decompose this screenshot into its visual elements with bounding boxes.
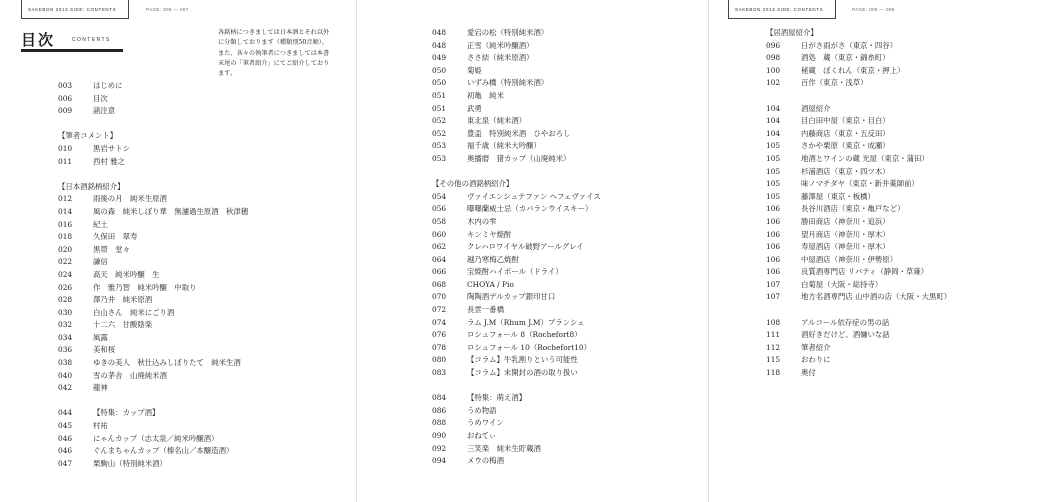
- entry-title: ぐんまちゃんカップ（榛名山／本醸造酒）: [93, 446, 234, 456]
- page-number: 106: [766, 216, 781, 226]
- toc-entry: [432, 279, 513, 292]
- page-number: 112: [766, 342, 781, 352]
- entry-title: CHOYA / Pio: [467, 279, 514, 289]
- page-number: 104: [766, 128, 781, 138]
- toc-entry: [766, 178, 919, 191]
- entry-title: 愛宕の松（特別純米酒）: [467, 28, 549, 37]
- page-number: 105: [766, 191, 781, 201]
- page-number: 107: [766, 279, 781, 289]
- toc-entry: [766, 52, 890, 65]
- toc-entry: [766, 291, 952, 304]
- toc-entry: [432, 317, 585, 330]
- spacer: [766, 304, 818, 317]
- page-number: 064: [432, 254, 447, 264]
- toc-column-2: [432, 27, 601, 468]
- entry-title: ささ結（純米原酒）: [467, 53, 534, 63]
- page-number: 066: [432, 267, 447, 277]
- toc-entry: [766, 191, 875, 204]
- entry-title: 黒岩サトシ: [93, 143, 130, 153]
- page-number: 053: [432, 153, 447, 163]
- page-number: 100: [766, 65, 781, 75]
- page-number: 096: [766, 40, 781, 50]
- toc-entry: [432, 128, 571, 141]
- entry-title: おねてぃ: [467, 431, 497, 440]
- entry-title: ゆきの美人 秋仕込みしぼりたて 純米生酒: [93, 358, 241, 368]
- page-number: 090: [432, 431, 447, 440]
- toc-entry: [432, 392, 527, 405]
- entry-title: 勝田商店（神奈川・追浜）: [801, 216, 890, 226]
- intro-note: 各銘柄につきましては日本酒とそれ以外に分類しております（種類別50音順）。また、各々の執筆者につきましては本書末尾の「筆者紹介」にてご紹介しております。: [218, 29, 330, 78]
- entry-title: メウの梅酒: [467, 456, 504, 466]
- toc-entry: [432, 103, 513, 116]
- entry-title: 澤乃井 純米原酒: [93, 295, 153, 305]
- entry-title: 正雪（純米吟醸酒）: [467, 40, 534, 50]
- entry-title: 日がさ雨がさ（東京・四谷）: [801, 40, 898, 50]
- page-number: 028: [58, 295, 73, 305]
- entry-title: 諸注意: [93, 106, 116, 116]
- entry-title: 酒処 蔵（東京・錦糸町）: [801, 53, 890, 63]
- entry-title: 白山さん 純米にごり酒: [93, 307, 175, 317]
- entry-title: にゃんカップ（志太泉／純米吟醸酒）: [93, 433, 219, 443]
- entry-title: 福千歳（純米大吟醸）: [467, 141, 541, 151]
- entry-title: 酒屋紹介: [801, 103, 831, 113]
- page-number: 068: [432, 279, 447, 289]
- entry-title: 良質酒専門店 リバティ（静岡・草薙）: [801, 267, 929, 277]
- entry-title: 雨後の月 純米生原酒: [93, 194, 167, 204]
- entry-title: 寿屋酒店（神奈川・厚木）: [801, 242, 890, 252]
- page-number: 105: [766, 153, 781, 163]
- entry-title: 曝曝蘭威士忌（カバランウイスキー）: [467, 204, 593, 214]
- page-number: 088: [432, 418, 447, 428]
- entry-title: 筆者紹介: [801, 342, 831, 352]
- entry-title: 越乃寒梅乙焼酎: [467, 254, 519, 264]
- toc-column-3: [766, 27, 952, 380]
- entry-title: うめ物語: [467, 405, 497, 415]
- page-number: 045: [58, 421, 73, 431]
- page-number: 105: [766, 166, 781, 176]
- page-number: 046: [58, 446, 73, 456]
- entry-title: 【コラム】牛乳割りという可能性: [467, 355, 578, 365]
- page-number: 080: [432, 355, 447, 365]
- toc-entry: [766, 128, 890, 141]
- page-number: 020: [58, 244, 73, 254]
- entry-title: いずみ橋（特別純米酒）: [467, 78, 549, 88]
- page-number: 018: [58, 232, 73, 242]
- section-heading: 【その他の酒銘柄紹介】: [432, 179, 514, 189]
- page-number: 036: [58, 345, 73, 355]
- entry-title: クレハロワイヤル破野アールグレイ: [467, 242, 584, 252]
- entry-title: 奥播磨 猪カップ（山廃純米）: [467, 153, 571, 163]
- section-heading: 【筆者コメント】: [58, 131, 118, 141]
- page-number: 111: [766, 330, 781, 340]
- page-number: 010: [58, 143, 73, 153]
- toc-entry: [766, 266, 929, 279]
- page-number: 107: [766, 292, 781, 302]
- toc-entry: [766, 140, 890, 153]
- page-number: 106: [766, 229, 781, 239]
- entry-title: 秘蔵 ぼくれん（東京・押上）: [801, 65, 905, 75]
- page-number: 024: [58, 269, 73, 279]
- toc-entry: [766, 103, 831, 116]
- page-number: 105: [766, 141, 781, 151]
- page-number: 032: [58, 320, 73, 330]
- toc-entry: [432, 329, 582, 342]
- page-number: 074: [432, 317, 447, 327]
- page-number: 094: [432, 456, 447, 466]
- page-number: 022: [58, 257, 73, 267]
- entry-title: 謙信: [93, 257, 108, 267]
- page-number: 052: [432, 128, 447, 138]
- toc-entry: [432, 90, 513, 103]
- page-number: 048: [432, 40, 447, 50]
- page-number: 006: [58, 93, 73, 103]
- page-number: 102: [766, 78, 781, 88]
- page-number: 016: [58, 219, 73, 229]
- entry-title: 久保田 翠寿: [93, 232, 138, 242]
- page-number: 054: [432, 191, 447, 201]
- page-number: 076: [432, 330, 447, 340]
- page-number: 049: [432, 53, 447, 63]
- entry-title: 作 雅乃智 純米吟醸 中取り: [93, 282, 197, 292]
- entry-title: ロシュフォール 10（Rochefort10）: [467, 342, 591, 352]
- toc-entry: [432, 203, 593, 216]
- entry-title: 栗駒山（特別純米酒）: [93, 458, 167, 468]
- entry-title: 地酒とワインの蔵 光屋（東京・蒲田）: [801, 153, 929, 163]
- toc-entry: [432, 65, 513, 78]
- entry-title: 中屋酒店（神奈川・伊勢原）: [801, 254, 898, 264]
- toc-entry: [766, 367, 818, 380]
- entry-title: 陶陶酒デルカップ銀印甘口: [467, 292, 556, 302]
- toc-entry: [432, 241, 584, 254]
- page-number: 046: [58, 433, 73, 443]
- entry-title: 【特集：カップ酒】: [93, 408, 160, 418]
- page-number: 044: [58, 408, 73, 418]
- page-number: 072: [432, 305, 447, 315]
- page-number: 106: [766, 204, 781, 214]
- page-number: 012: [58, 194, 73, 204]
- toc-entry: [432, 455, 513, 468]
- entry-title: 十二六 甘酸陰楽: [93, 320, 153, 330]
- toc-entry: [766, 354, 831, 367]
- entry-title: 味ノマチダヤ（東京・新井薬師前）: [801, 179, 919, 189]
- page-number: 070: [432, 292, 447, 302]
- page-number: 058: [432, 216, 447, 226]
- toc-entry: [766, 229, 890, 242]
- page-number: 092: [432, 443, 447, 453]
- page-number: 047: [58, 458, 73, 468]
- entry-title: 村祐: [93, 421, 108, 431]
- entry-title: 杉浦酒店（東京・四ツ木）: [801, 166, 890, 176]
- page-number: 086: [432, 405, 447, 415]
- page-number: 098: [766, 53, 781, 63]
- entry-title: ロシュフォール 8（Rochefort8）: [467, 330, 582, 340]
- page-number: 009: [58, 106, 73, 116]
- entry-title: 風の森 純米しぼり華 無濾過生原酒 秋津穂: [93, 206, 249, 216]
- entry-title: 内藤商店（東京・五反田）: [801, 128, 890, 138]
- entry-title: アルコール依存症の男の話: [801, 317, 890, 327]
- toc-entry: [432, 443, 541, 456]
- entry-title: 初亀 純米: [467, 90, 504, 100]
- entry-title: キンミヤ焼酎: [467, 229, 512, 239]
- toc-entry: [432, 291, 556, 304]
- entry-title: 奥付: [801, 368, 816, 378]
- entry-title: 雪の茅舎 山廃純米酒: [93, 370, 167, 380]
- header-page-range: PAGE: 006 — 007: [146, 7, 189, 12]
- page-number: 106: [766, 242, 781, 252]
- toc-entry: [432, 40, 534, 53]
- entry-title: 武勇: [467, 103, 482, 113]
- toc-entry: [766, 317, 890, 330]
- entry-title: さかや栗原（東京・成瀬）: [801, 141, 890, 151]
- page-number: 056: [432, 204, 447, 214]
- page-number: 051: [432, 103, 447, 113]
- page-number: 115: [766, 355, 781, 365]
- page-number: 060: [432, 229, 447, 239]
- toc-entry: [432, 191, 601, 204]
- page-number: 048: [432, 28, 447, 37]
- entry-title: 龍神: [93, 383, 108, 393]
- page-number: 050: [432, 65, 447, 75]
- entry-title: 酒好きだけど、酒嫌いな話: [801, 330, 890, 340]
- toc-entry: [432, 266, 563, 279]
- page-number: 118: [766, 368, 781, 378]
- page-number: 106: [766, 254, 781, 264]
- toc-entry: [766, 241, 890, 254]
- entry-title: 紀土: [93, 219, 108, 229]
- section-heading: 【居酒屋紹介】: [766, 28, 818, 37]
- toc-entry: [432, 254, 519, 267]
- toc-entry: [432, 115, 527, 128]
- header-series-label: SAKEBON 2013 SIDE: CONTENTS: [21, 0, 129, 19]
- entry-title: ラム J.M（Rhum J.M）ブランシェ: [467, 317, 585, 327]
- entry-title: はじめに: [93, 81, 123, 90]
- entry-title: 長雲一番橋: [467, 305, 504, 315]
- toc-entry: [432, 27, 549, 40]
- entry-title: 百作（東京・浅草）: [801, 78, 868, 88]
- toc-entry: [766, 65, 905, 78]
- toc-entry: [432, 417, 513, 430]
- toc-entry: [766, 40, 898, 53]
- page-number: 040: [58, 370, 73, 380]
- toc-entry: [766, 77, 868, 90]
- toc-entry: [766, 342, 831, 355]
- toc-entry: [432, 304, 513, 317]
- entry-title: 【特集：萌え酒】: [467, 393, 527, 403]
- entry-title: 黒帯 堂々: [93, 244, 130, 254]
- spacer: [432, 166, 513, 179]
- page-number: 011: [58, 156, 73, 166]
- entry-title: 目白田中屋（東京・目白）: [801, 116, 890, 126]
- toc-entry: [432, 430, 513, 443]
- spacer: [432, 380, 513, 393]
- entry-title: 【コラム】未開封の酒の取り扱い: [467, 368, 578, 378]
- entry-title: 高天 純米吟醸 生: [93, 269, 160, 279]
- entry-title: 目次: [93, 93, 108, 103]
- page-number: 051: [432, 90, 447, 100]
- page-number: 052: [432, 116, 447, 126]
- entry-title: ヴァイエンシュテファン ヘフェヴァイス: [467, 191, 601, 201]
- toc-entry: [432, 229, 513, 242]
- entry-title: 西村 雅之: [93, 156, 125, 166]
- entry-title: うめワイン: [467, 418, 504, 428]
- toc-entry: [766, 115, 890, 128]
- page-number: 003: [58, 81, 73, 90]
- page-title: 目次: [21, 31, 56, 49]
- page-subtitle: CONTENTS: [72, 37, 111, 43]
- page-number: 030: [58, 307, 73, 317]
- toc-entry: [432, 367, 578, 380]
- toc-entry: [432, 52, 534, 65]
- entry-title: 白菊屋（大阪・総持寺）: [801, 279, 883, 289]
- entry-title: 豊盃 特別純米酒 ひやおろし: [467, 128, 571, 138]
- toc-entry: [766, 279, 883, 292]
- entry-title: 東北泉（純米酒）: [467, 116, 527, 126]
- entry-title: 木内の雫: [467, 216, 497, 226]
- spacer: [766, 90, 818, 103]
- page-number: 078: [432, 342, 447, 352]
- toc-entry: [766, 254, 898, 267]
- page-number: 106: [766, 267, 781, 277]
- entry-title: 藤澤屋（東京・板橋）: [801, 191, 875, 201]
- page-number: 014: [58, 206, 73, 216]
- page-number: 108: [766, 317, 781, 327]
- page-number: 038: [58, 358, 73, 368]
- page-number: 084: [432, 393, 447, 403]
- page-number: 042: [58, 383, 73, 393]
- section-heading: 【日本酒銘柄紹介】: [58, 181, 125, 191]
- entry-title: 美和桜: [93, 345, 116, 355]
- entry-title: 宝焼酎ハイボール（ドライ）: [467, 267, 563, 277]
- entry-title: 菊姫: [467, 65, 482, 75]
- entry-title: 長谷川酒店（東京・亀戸など）: [801, 204, 905, 214]
- entry-title: 地方名酒専門店 山中酒の店（大阪・大黒町）: [801, 292, 952, 302]
- page-number: 026: [58, 282, 73, 292]
- header-page-range-right: PAGE: 008 — 009: [852, 7, 895, 12]
- toc-entry: [432, 354, 578, 367]
- toc-entry: [766, 166, 890, 179]
- toc-entry: [766, 329, 890, 342]
- page-number: 083: [432, 368, 447, 378]
- toc-entry: [432, 77, 549, 90]
- toc-entry: [432, 140, 541, 153]
- page-number: 050: [432, 78, 447, 88]
- toc-entry: [766, 216, 890, 229]
- entry-title: 望月商店（神奈川・厚木）: [801, 229, 890, 239]
- toc-entry: [766, 153, 929, 166]
- page-number: 034: [58, 332, 73, 342]
- entry-title: おわりに: [801, 355, 831, 365]
- page-number: 104: [766, 116, 781, 126]
- toc-entry: [766, 203, 905, 216]
- toc-entry: [432, 216, 513, 229]
- page-number: 062: [432, 242, 447, 252]
- toc-entry: [432, 405, 513, 418]
- entry-title: 風露: [93, 332, 108, 342]
- page-number: 105: [766, 179, 781, 189]
- page-number: 053: [432, 141, 447, 151]
- entry-title: 三笑楽 純米生貯蔵酒: [467, 443, 541, 453]
- toc-entry: [432, 153, 571, 166]
- toc-entry: [432, 342, 591, 355]
- page-number: 104: [766, 103, 781, 113]
- header-series-label-right: SAKEBON 2013 SIDE: CONTENTS: [728, 0, 836, 19]
